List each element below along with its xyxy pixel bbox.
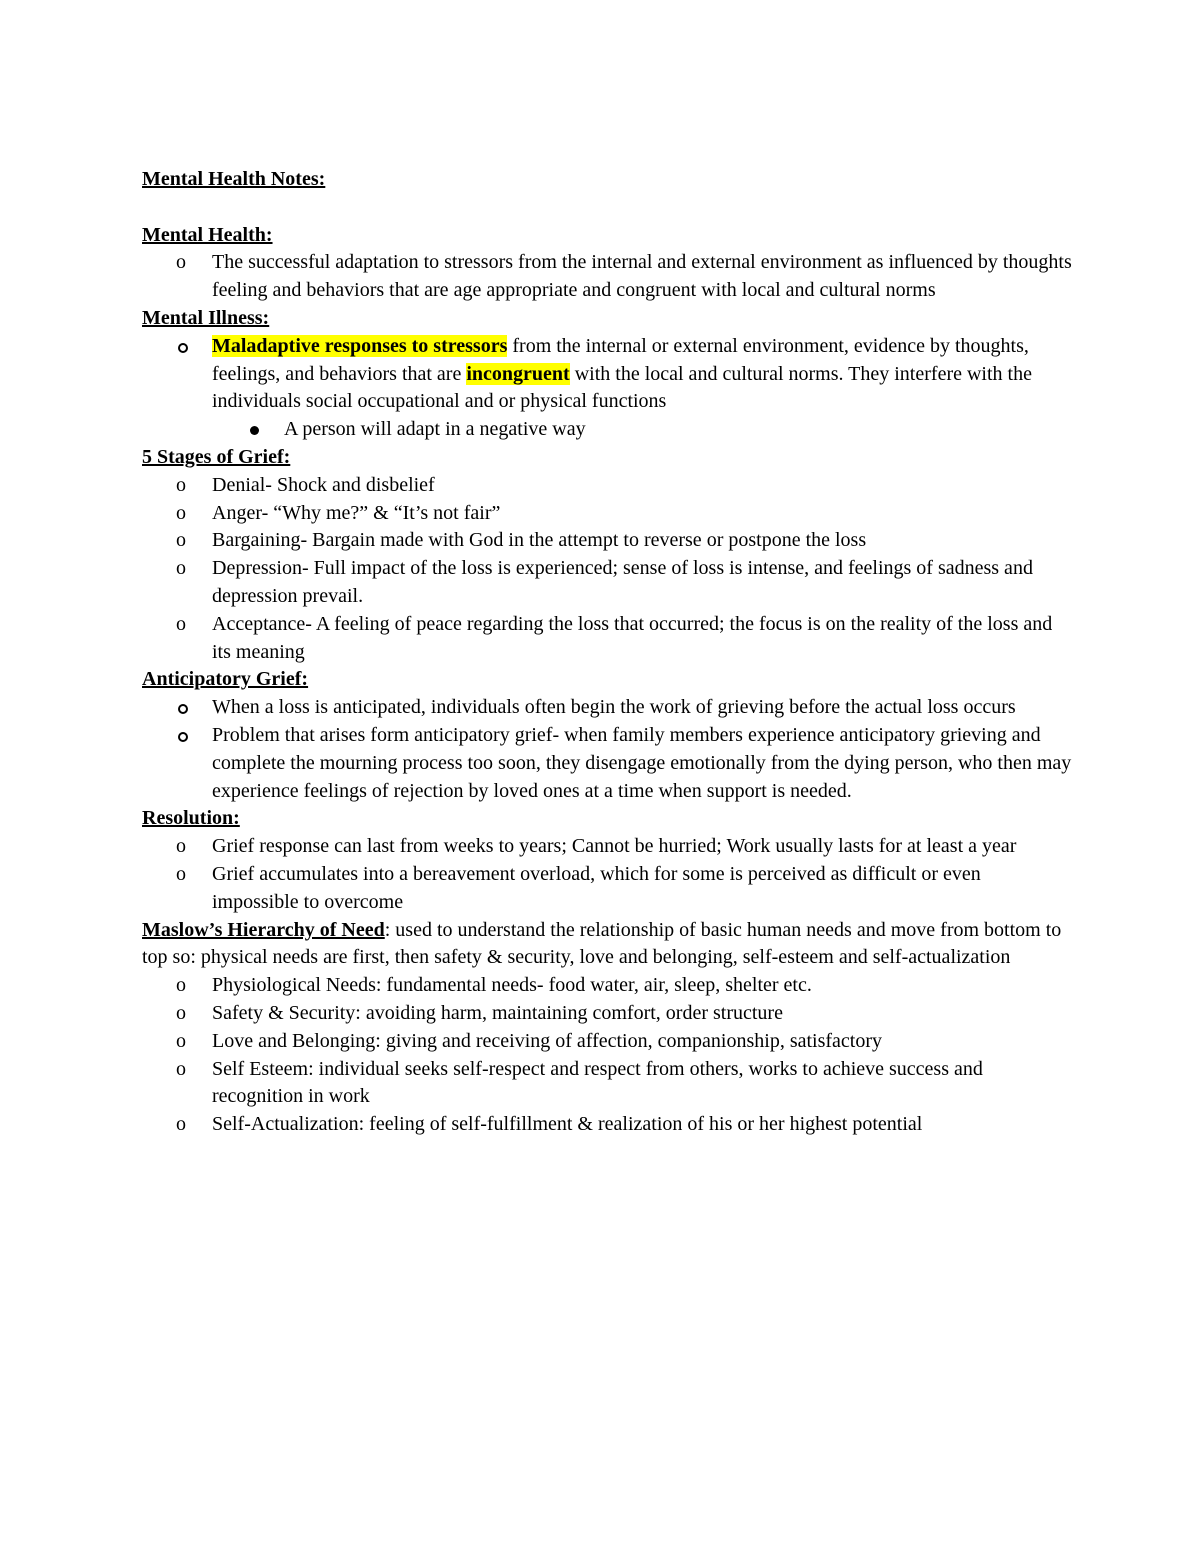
circle-bullet-icon [176, 1056, 196, 1084]
circle-bullet-icon [176, 527, 196, 555]
list-item-text: Self-Actualization: feeling of self-fulfillment & realization of his or her highest potential [212, 1113, 923, 1136]
sub-list-item [142, 416, 1072, 444]
list-item [142, 1111, 1072, 1139]
list-item [142, 722, 1072, 805]
list-item-text: Acceptance- A feeling of peace regarding the loss that occurred; the focus is on the reality of the loss and its meaning [212, 612, 1053, 663]
list-item [142, 555, 1072, 611]
list-item-text: with the local and cultural norms. They interfere with the individuals social occupational and or physical functions [212, 362, 1032, 413]
list-item [142, 500, 1072, 528]
list-item [142, 333, 1072, 416]
list-item-text: When a loss is anticipated, individuals often begin the work of grieving before the actual loss occurs [212, 696, 1016, 719]
document-page [142, 166, 1072, 1139]
list-item-text: Love and Belonging: giving and receiving of affection, companionship, satisfactory [212, 1029, 883, 1052]
highlighted-text: Maladaptive responses to stressors [212, 334, 508, 357]
list-item [142, 611, 1072, 667]
list-item-text: Self Esteem: individual seeks self-respect and respect from others, works to achieve success and recognition in work [212, 1057, 983, 1108]
list-item [142, 249, 1072, 305]
list-item-text: Denial- Shock and disbelief [212, 473, 435, 496]
circle-bullet-icon [176, 249, 196, 277]
list-item-text: Grief accumulates into a bereavement overload, which for some is perceived as difficult or even impossible to overcome [212, 862, 981, 913]
list-item [142, 972, 1072, 1000]
circle-bullet-icon [176, 861, 196, 889]
maslow-intro: : used to understand the relationship of basic human needs and move from bottom to top so: physical needs are first, then safety & security, love and belonging, self-esteem and self-actualization [142, 918, 1062, 969]
maslow-heading: Maslow’s Hierarchy of Need [142, 918, 385, 941]
circle-bullet-icon [176, 1028, 196, 1056]
list-item-text: Safety & Security: avoiding harm, maintaining comfort, order structure [212, 1001, 783, 1024]
spacer [142, 194, 1072, 222]
circle-bullet-icon [176, 555, 196, 583]
list-item [142, 1000, 1072, 1028]
circle-bullet-icon [176, 472, 196, 500]
anticipatory-grief-heading: Anticipatory Grief: [142, 668, 309, 691]
sub-list-item-text: A person will adapt in a negative way [284, 418, 586, 441]
maslow-paragraph [142, 917, 1072, 973]
resolution-heading: Resolution: [142, 807, 240, 830]
list-item-text: Problem that arises form anticipatory grief- when family members experience anticipatory grieving and complete the mourning process too soon, they disengage emotionally from the dying person, who then may experience feelings of rejection by loved ones at a time when support is needed. [212, 723, 1072, 802]
circle-bullet-icon [176, 1000, 196, 1028]
mental-health-heading: Mental Health: [142, 223, 273, 246]
list-item-text: The successful adaptation to stressors from the internal and external environment as influenced by thoughts feeling and behaviors that are age appropriate and congruent with local and cultural norms [212, 251, 1072, 302]
highlighted-text: incongruent [466, 362, 570, 385]
list-item-text: Physiological Needs: fundamental needs- food water, air, sleep, shelter etc. [212, 974, 812, 997]
list-item-text: Depression- Full impact of the loss is experienced; sense of loss is intense, and feelings of sadness and depression prevail. [212, 557, 1033, 607]
list-item [142, 833, 1072, 861]
mental-illness-heading: Mental Illness: [142, 306, 270, 329]
document-title: Mental Health Notes: [142, 168, 326, 190]
list-item [142, 1056, 1072, 1112]
list-item [142, 472, 1072, 500]
list-item [142, 694, 1072, 722]
circle-bullet-icon [176, 833, 196, 861]
list-item [142, 1028, 1072, 1056]
list-item-text: Grief response can last from weeks to years; Cannot be hurried; Work usually lasts for at least a year [212, 835, 1017, 858]
list-item-text: Anger- “Why me?” & “It’s not fair” [212, 501, 501, 524]
circle-bullet-icon [176, 972, 196, 1000]
list-item [142, 861, 1072, 917]
list-item-text: Bargaining- Bargain made with God in the attempt to reverse or postpone the loss [212, 529, 867, 552]
circle-bullet-icon [176, 500, 196, 528]
list-item [142, 527, 1072, 555]
circle-bullet-icon [176, 1111, 196, 1139]
stages-of-grief-heading: 5 Stages of Grief: [142, 445, 291, 468]
list-item-text: from the internal or external environment, evidence by thoughts, feelings, and behaviors that are [212, 334, 1029, 385]
circle-bullet-icon [176, 611, 196, 639]
